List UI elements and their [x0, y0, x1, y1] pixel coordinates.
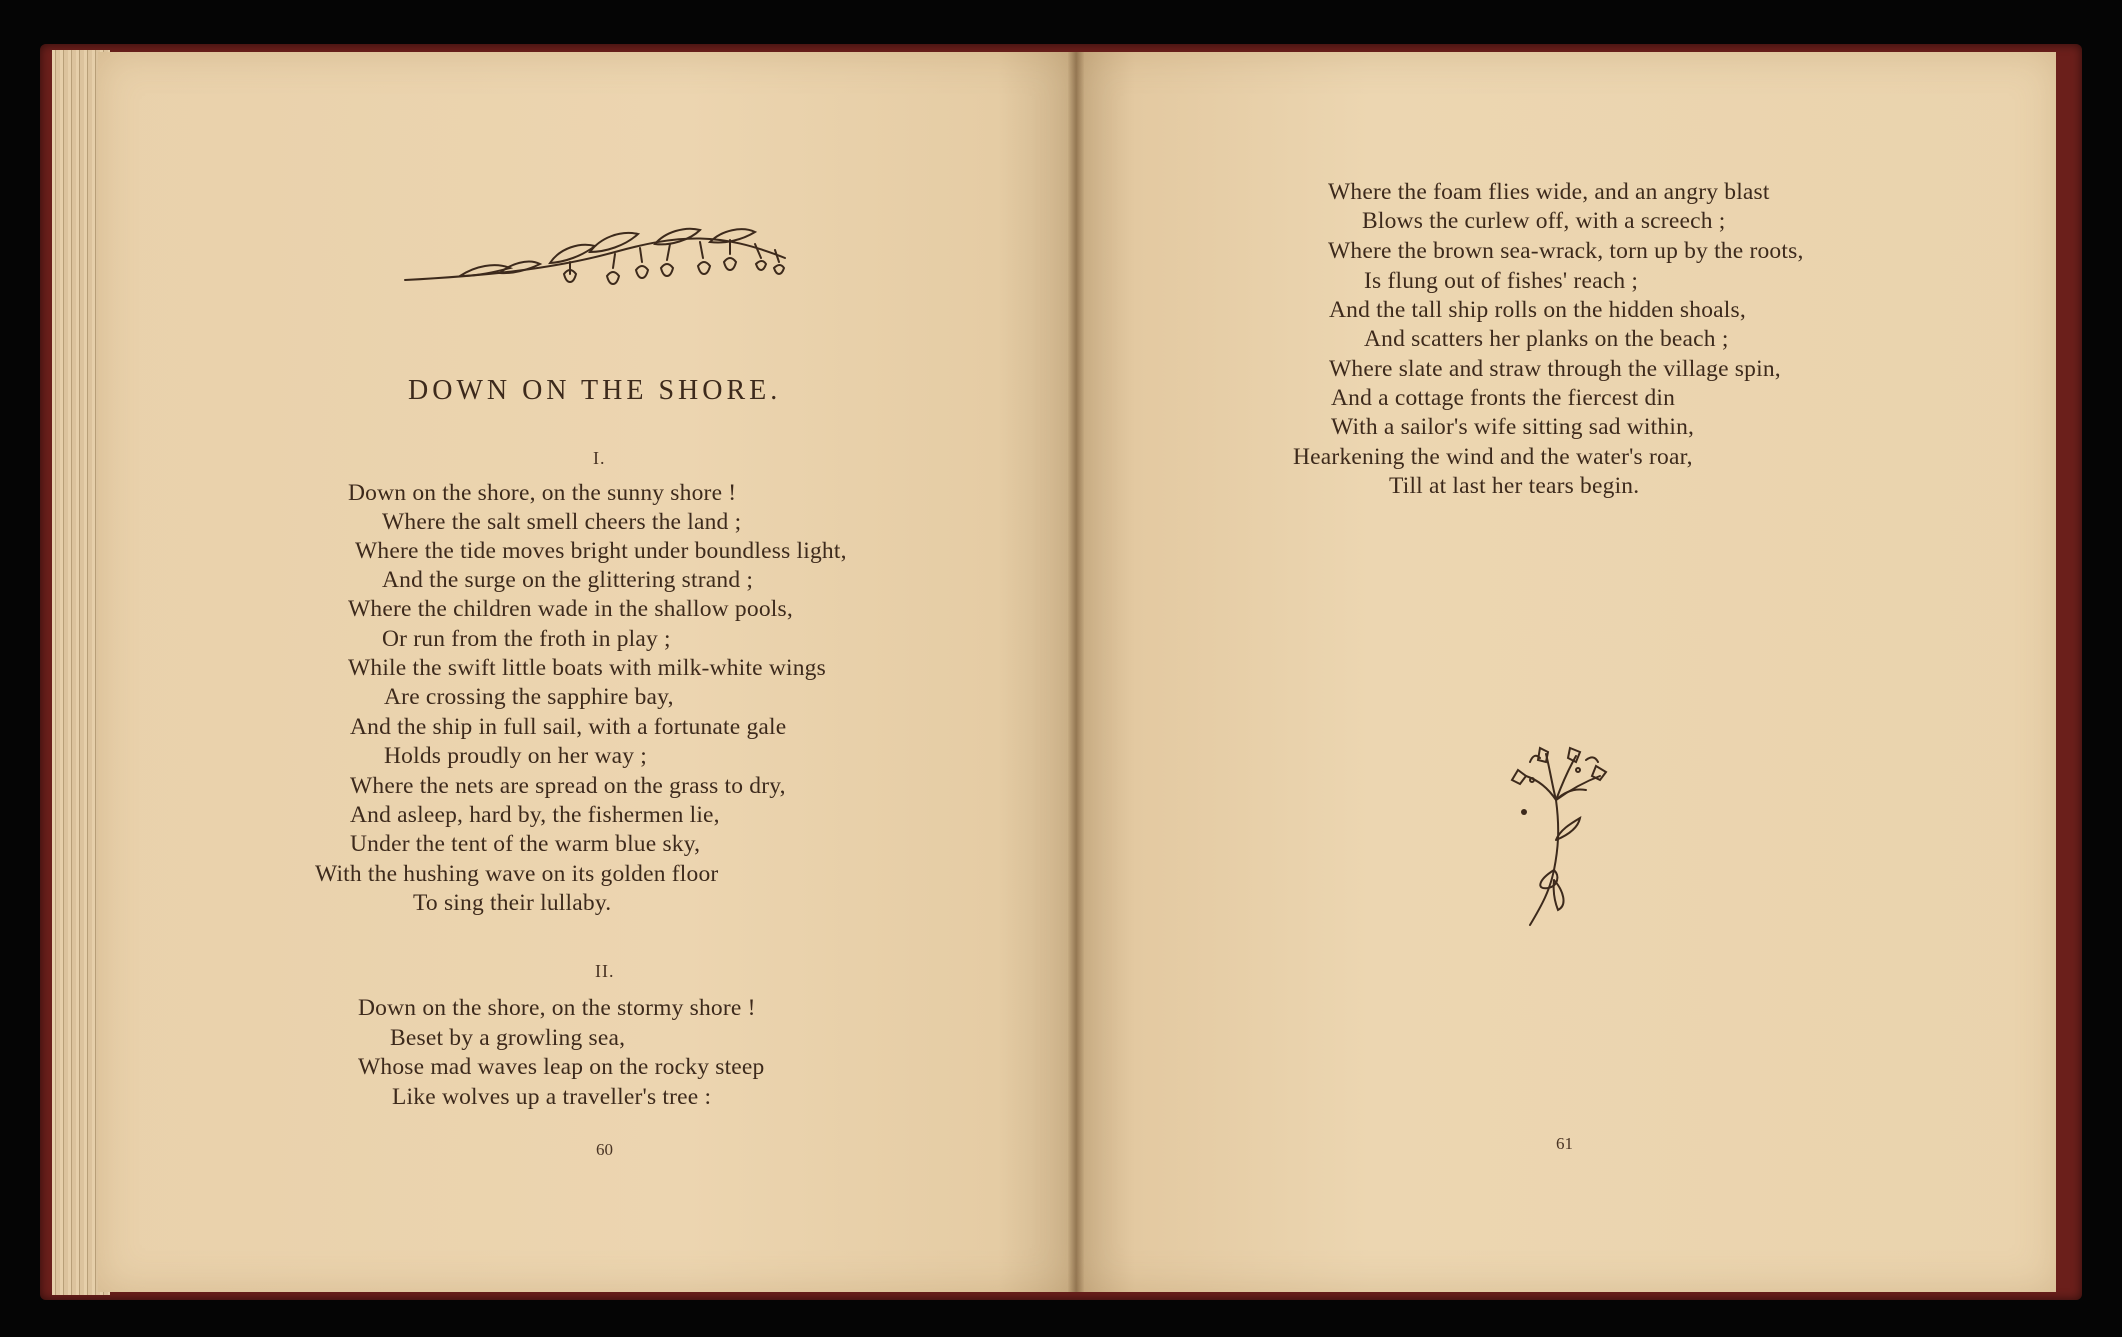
stanza-number: I.: [593, 448, 606, 468]
poem-line: And the surge on the glittering strand ;: [382, 567, 754, 593]
poem-line: While the swift little boats with milk-white wings: [348, 655, 826, 681]
poem-line: Are crossing the sapphire bay,: [384, 684, 674, 710]
poem-line: Where the nets are spread on the grass to dry,: [350, 773, 786, 799]
poem-line: Down on the shore, on the stormy shore !: [358, 995, 756, 1021]
poem-title: DOWN ON THE SHORE.: [408, 375, 782, 406]
poem-line: Is flung out of fishes' reach ;: [1364, 268, 1639, 294]
poem-line: With the hushing wave on its golden floor: [315, 861, 719, 887]
poem-line: And scatters her planks on the beach ;: [1364, 326, 1729, 352]
poem-line: And a cottage fronts the fiercest din: [1331, 385, 1676, 411]
poem-line: To sing their lullaby.: [413, 890, 612, 916]
poem-line: Hearkening the wind and the water's roar,: [1293, 444, 1693, 470]
stanza-number: II.: [595, 961, 615, 981]
poem-line: Till at last her tears begin.: [1389, 473, 1640, 499]
poem-line: Where the tide moves bright under boundless light,: [355, 538, 847, 564]
lily-of-the-valley-sprig-icon: [400, 218, 795, 290]
poem-line: Holds proudly on her way ;: [384, 743, 648, 769]
poem-line: Or run from the froth in play ;: [382, 626, 671, 652]
poem-line: Whose mad waves leap on the rocky steep: [358, 1054, 765, 1080]
poem-line: Down on the shore, on the sunny shore !: [348, 480, 737, 506]
poem-line: And the ship in full sail, with a fortunate gale: [350, 714, 787, 740]
poem-line: Blows the curlew off, with a screech ;: [1362, 208, 1726, 234]
poem-line: Beset by a growling sea,: [390, 1025, 626, 1051]
poem-line: Where the salt smell cheers the land ;: [382, 509, 742, 535]
poem-line: Where the brown sea-wrack, torn up by the roots,: [1328, 238, 1804, 264]
page-number-right: 61: [1556, 1134, 1573, 1153]
poem-line: Like wolves up a traveller's tree :: [392, 1084, 712, 1110]
poem-line: And asleep, hard by, the fishermen lie,: [350, 802, 720, 828]
flower-sprig-icon: [1508, 740, 1618, 930]
poem-line: With a sailor's wife sitting sad within,: [1331, 414, 1695, 440]
poem-line: Where the foam flies wide, and an angry blast: [1328, 179, 1770, 205]
poem-line: Under the tent of the warm blue sky,: [350, 831, 701, 857]
book-gutter: [1068, 52, 1084, 1292]
poem-line: Where the children wade in the shallow pools,: [348, 596, 793, 622]
poem-line: And the tall ship rolls on the hidden shoals,: [1329, 297, 1746, 323]
page-number-left: 60: [596, 1140, 613, 1159]
poem-line: Where slate and straw through the village spin,: [1329, 356, 1781, 382]
